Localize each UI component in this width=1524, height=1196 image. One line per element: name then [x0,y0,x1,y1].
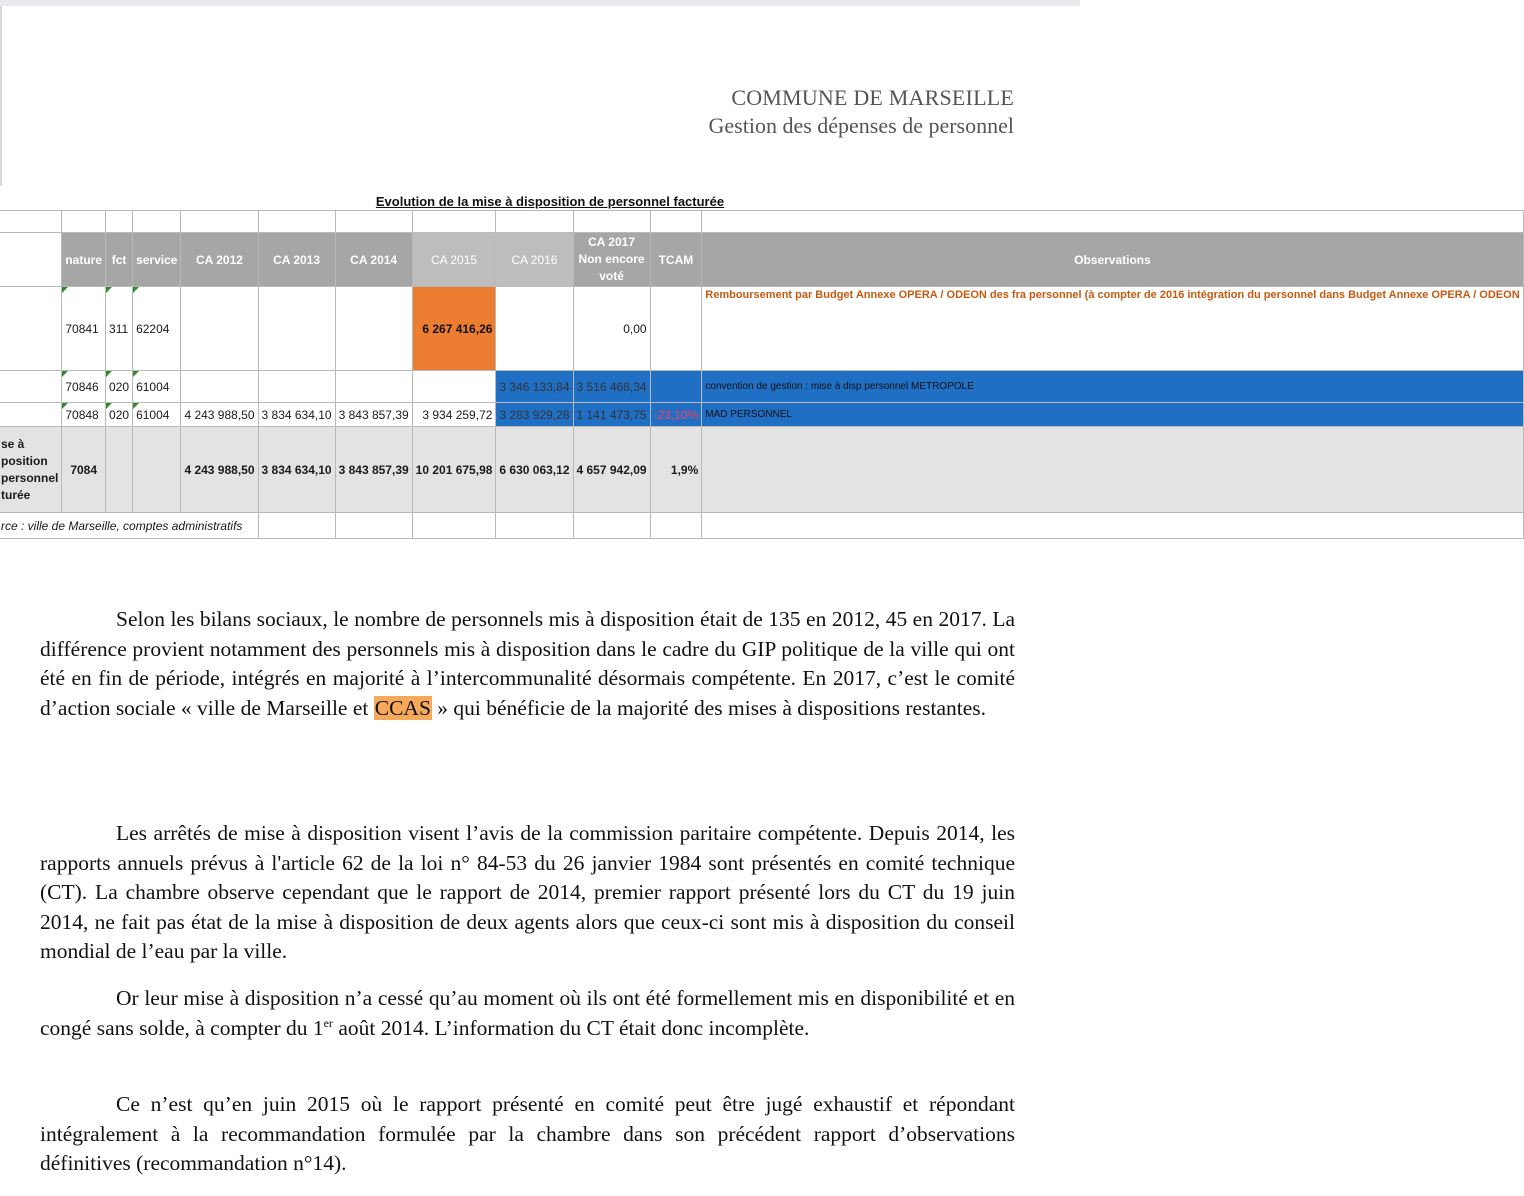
total-nature: 7084 [62,427,106,513]
paragraph-3-text: Or leur mise à disposition n’a cessé qu’au moment où ils ont été formellement mis en disponibilité et en congé sans solde, à compter du 1 [40,986,1015,1040]
page-header [709,84,1014,140]
col-header: CA 2012 [181,233,258,287]
paragraph-3 [40,984,1015,1043]
paragraph-3-end: août 2014. L’information du CT était donc incomplète. [332,1015,810,1040]
cell-ca2017: 0,00 [573,287,650,371]
cell-ca2013: 3 834 634,10 [258,403,335,427]
cell-ca2016 [496,287,573,371]
total-tcam: 1,9% [650,427,702,513]
paragraph-4 [40,1090,1015,1179]
page-edge [0,6,2,186]
cell-ca2012: 4 243 988,50 [181,403,258,427]
paragraph-4-text: Ce n’est qu’en juin 2015 où le rapport présenté en comité peut être jugé exhaustif et répondant intégralement à la recommandation formulée par la chambre dans son précédent rapport d’observations définitives (recommandation n°14). [40,1092,1015,1176]
cell-ca2015: 3 934 259,72 [412,403,496,427]
header-subtitle: Gestion des dépenses de personnel [708,113,1014,138]
col-header: CA 2017 Non encore voté [573,233,650,287]
cell-ca2013 [258,371,335,403]
total-ca2012: 4 243 988,50 [181,427,258,513]
cell-observations: MAD PERSONNEL [702,403,1523,427]
table-total-row [0,427,1523,513]
col-header: service [133,233,181,287]
cell-ca2014: 3 843 857,39 [335,403,412,427]
total-ca2017: 4 657 942,09 [573,427,650,513]
paragraph-2-text: Les arrêtés de mise à disposition visent l’avis de la commission paritaire compétente. Depuis 2014, les rapports annuels prévus à l'article 62 de la loi n° 84-53 du 26 janvier 1984 sont présentés en comité technique (CT). La chambre observe cependant que le rapport de 2014, premier rapport présenté lors du CT du 19 juin 2014, ne fait pas état de la mise à disposition de deux agents alors que ceux-ci sont mis à disposition du conseil mondial de l’eau par la ville. [40,821,1015,964]
total-ca2013: 3 834 634,10 [258,427,335,513]
col-header: CA 2016 [496,233,573,287]
cell-ca2015: 6 267 416,26 [412,287,496,371]
total-ca2015: 10 201 675,98 [412,427,496,513]
cell-nature: 70846 [62,371,106,403]
cell-nature: 70848 [62,403,106,427]
cell-tcam: -23,10% [650,403,702,427]
col-header: TCAM [650,233,702,287]
total-ca2014: 3 843 857,39 [335,427,412,513]
table-title: Evolution de la mise à disposition de personnel facturée [375,194,725,209]
cell-ca2017: 3 516 468,34 [573,371,650,403]
cell-nature: 70841 [62,287,106,371]
cell-ca2017: 1 141 473,75 [573,403,650,427]
data-table [0,210,1524,539]
cell-ca2015 [412,371,496,403]
paragraph-1 [40,605,1015,723]
cell-ca2012 [181,287,258,371]
cell-observations: Remboursement par Budget Annexe OPERA / ODEON des fra personnel (à compter de 2016 intégration du personnel dans Budget Annexe OPERA / ODEON [702,287,1523,371]
cell-service: 61004 [133,403,181,427]
cell-fct: 311 [106,287,133,371]
highlight-ccas: CCAS [374,695,431,720]
cell-ca2016: 3 346 133,84 [496,371,573,403]
paragraph-1-text: Selon les bilans sociaux, le nombre de personnels mis à disposition était de 135 en 2012, 45 en 2017. La différence provient notamment des personnels mis à disposition dans le cadre du GIP politique de la ville qui ont été en fin de période, intégrés en majorité à l’intercommunalité désormais compétente. En 2017, c’est le comité d’action sociale « ville de Marseille et [40,607,1015,720]
cell-fct: 020 [106,371,133,403]
cell-fct: 020 [106,403,133,427]
cell-tcam [650,371,702,403]
table-row [0,403,1523,427]
cell-ca2014 [335,287,412,371]
paragraph-2 [40,819,1015,967]
superscript-er: er [323,1015,333,1030]
col-header: CA 2015 [412,233,496,287]
table-region [0,190,1520,538]
cell-ca2014 [335,371,412,403]
paragraph-1-end: » qui bénéficie de la majorité des mises à dispositions restantes. [431,695,986,720]
cell-tcam [650,287,702,371]
col-header: fct [106,233,133,287]
total-label: se à position personnel turée [0,427,62,513]
table-row [0,287,1523,371]
table-row [0,371,1523,403]
table-header-row [0,233,1523,287]
table-spacer-row [0,211,1523,233]
col-header: nature [62,233,106,287]
cell-service: 62204 [133,287,181,371]
cell-ca2013 [258,287,335,371]
cell-ca2012 [181,371,258,403]
col-header: CA 2013 [258,233,335,287]
total-ca2016: 6 630 063,12 [496,427,573,513]
table-source-row [0,513,1523,539]
cell-ca2016: 3 283 929,28 [496,403,573,427]
table-source: rce : ville de Marseille, comptes administratifs [0,513,258,539]
header-commune: COMMUNE DE MARSEILLE [731,85,1014,110]
col-header: Observations [702,233,1523,287]
top-bar [0,0,1080,6]
cell-observations: convention de gestion : mise à disp personnel METROPOLE [702,371,1523,403]
cell-service: 61004 [133,371,181,403]
col-header: CA 2014 [335,233,412,287]
